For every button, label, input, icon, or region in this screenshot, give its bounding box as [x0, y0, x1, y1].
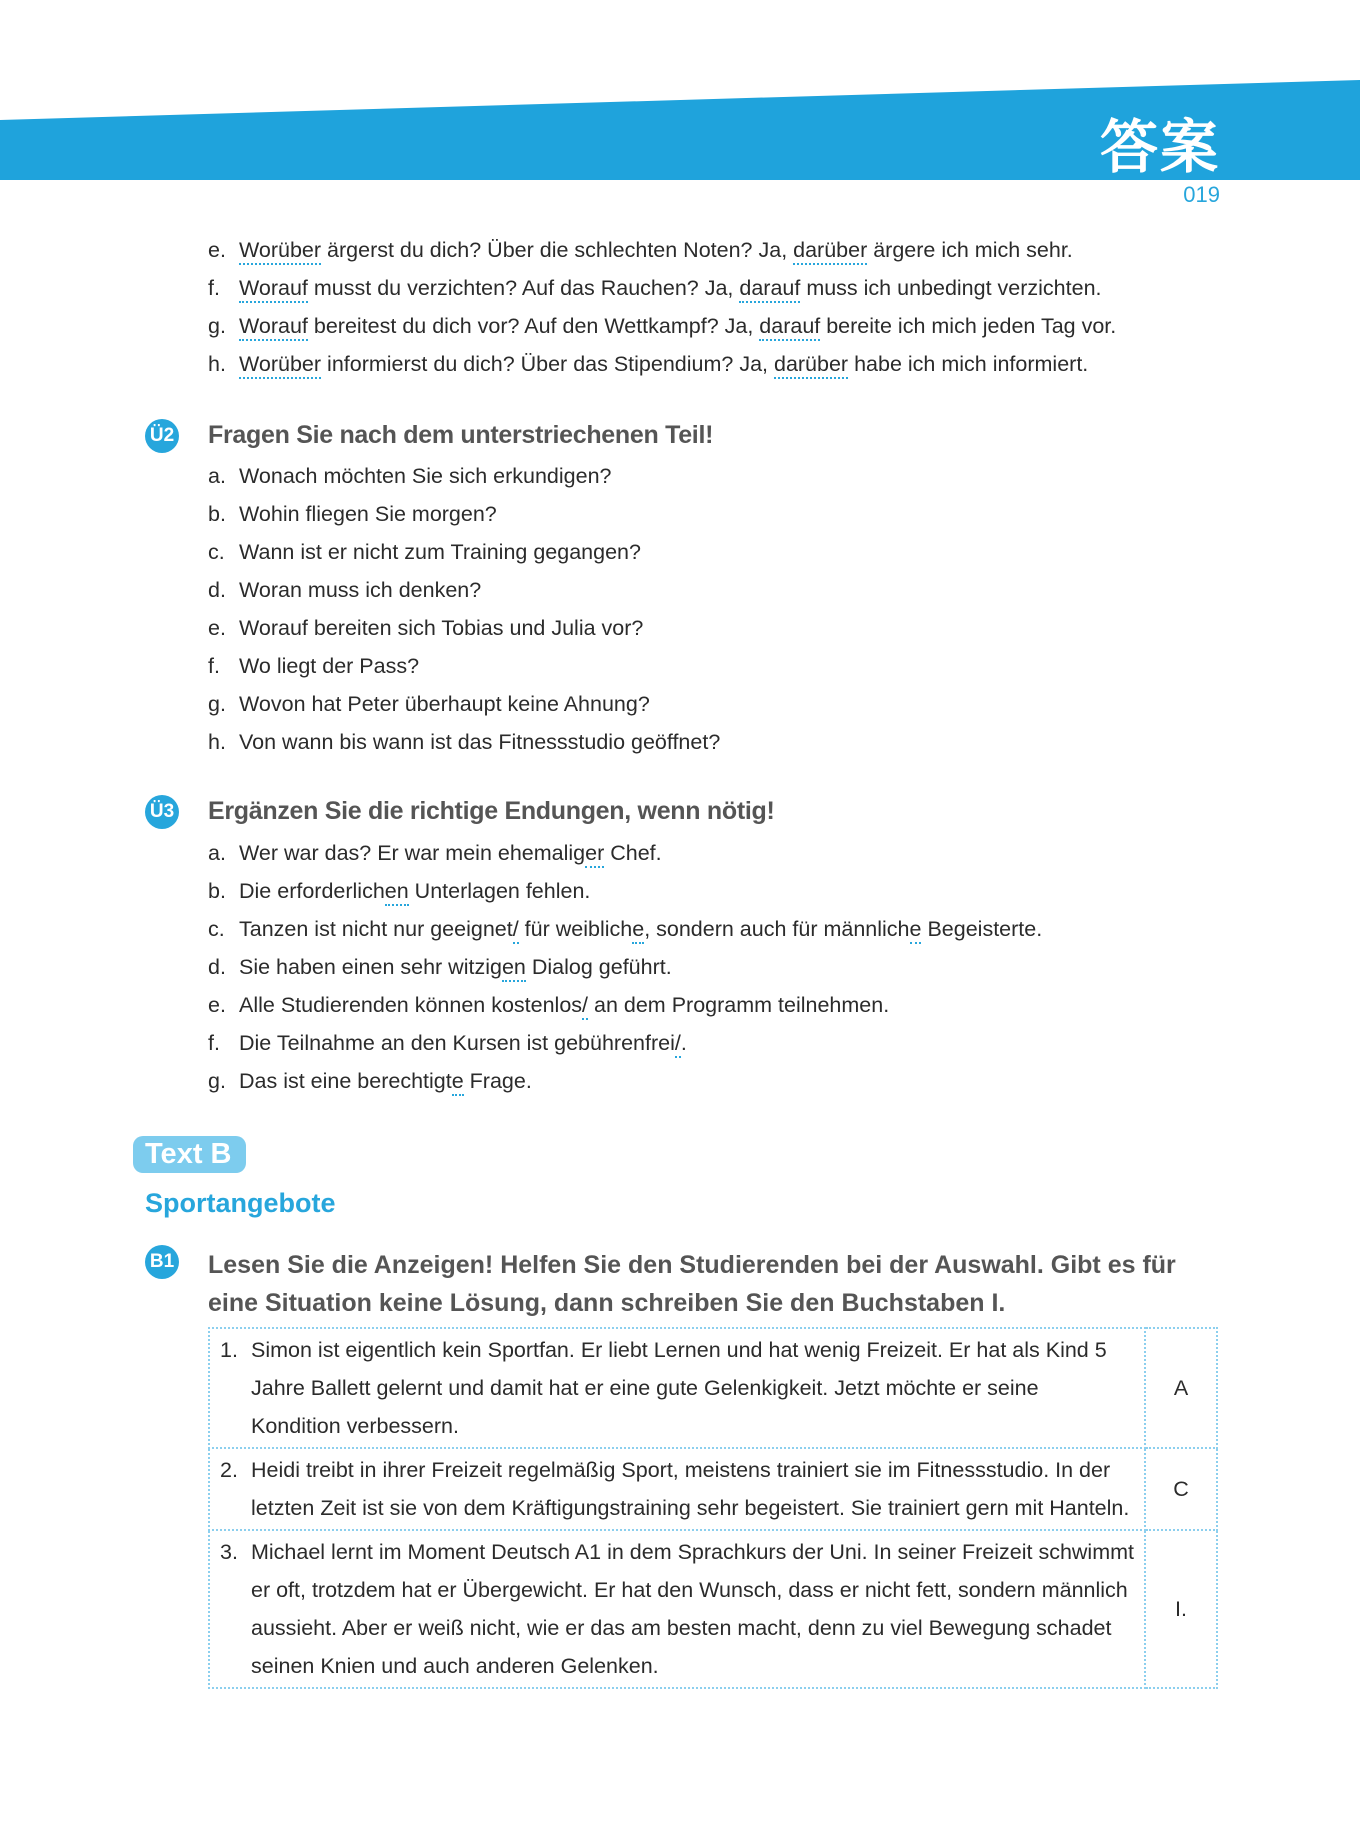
- item-text: Wovon hat Peter überhaupt keine Ahnung?: [239, 692, 650, 716]
- item-text: Alle Studierenden können kostenlos: [239, 993, 583, 1017]
- item-label: c.: [208, 540, 225, 564]
- exercise-2-item: [208, 576, 481, 604]
- exercise-3-item: [208, 953, 672, 981]
- item-text: informierst du dich? Über das Stipendium? Ja,: [321, 352, 774, 376]
- item-label: e.: [208, 616, 226, 640]
- exercise-1-item: [208, 236, 1073, 264]
- text-b-badge: Text B: [133, 1136, 246, 1173]
- exercise-3-badge: Ü3: [145, 795, 179, 829]
- item-text: Frage.: [463, 1069, 532, 1093]
- underlined-answer: darauf: [759, 314, 820, 341]
- item-text: Wer war das? Er war mein ehemalig: [239, 841, 586, 865]
- item-text: Begeisterte.: [921, 917, 1043, 941]
- situation-cell: [209, 1530, 1145, 1688]
- underlined-answer: e: [910, 917, 922, 944]
- item-text: .: [680, 1031, 687, 1055]
- exercise-b1-badge: B1: [145, 1245, 179, 1279]
- underlined-answer: e: [452, 1069, 464, 1096]
- exercise-3-item: [208, 839, 662, 867]
- underlined-answer: en: [385, 879, 409, 906]
- answer-cell: C: [1145, 1448, 1217, 1530]
- exercise-b1-title: Lesen Sie die Anzeigen! Helfen Sie den Studierenden bei der Auswahl. Gibt es für eine Situation keine Lösung, dann schreiben Sie den Buchstaben I.: [208, 1251, 1176, 1317]
- exercise-1-item: [208, 312, 1116, 340]
- item-text: Von wann bis wann ist das Fitnessstudio geöffnet?: [239, 730, 721, 754]
- exercise-2-item: [208, 652, 419, 680]
- table-row: [209, 1530, 1217, 1688]
- item-text: an dem Programm teilnehmen.: [588, 993, 890, 1017]
- item-label: a.: [208, 841, 226, 865]
- item-label: f.: [208, 1031, 220, 1055]
- situation-number: 2.: [220, 1458, 238, 1482]
- underlined-answer: darüber: [774, 352, 848, 379]
- underlined-answer: Worüber: [239, 352, 321, 379]
- item-label: e.: [208, 993, 226, 1017]
- underlined-answer: /: [582, 993, 588, 1020]
- underlined-answer: Worauf: [239, 314, 308, 341]
- underlined-answer: Worüber: [239, 238, 321, 265]
- item-text: Wonach möchten Sie sich erkundigen?: [239, 464, 612, 488]
- item-text: Unterlagen fehlen.: [408, 879, 591, 903]
- item-label: h.: [208, 352, 226, 376]
- item-text: Woran muss ich denken?: [239, 578, 482, 602]
- exercise-3-title: Ergänzen Sie die richtige Endungen, wenn nötig!: [208, 797, 775, 825]
- situation-cell: [209, 1448, 1145, 1530]
- answer-cell: A: [1145, 1328, 1217, 1448]
- item-text: für weiblich: [518, 917, 633, 941]
- item-text: habe ich mich informiert.: [848, 352, 1089, 376]
- situation-cell: [209, 1328, 1145, 1448]
- table-row: [209, 1328, 1217, 1448]
- page-number: 019: [1183, 182, 1220, 207]
- exercise-2-badge: Ü2: [145, 419, 179, 453]
- item-text: Wann ist er nicht zum Training gegangen?: [239, 540, 641, 564]
- item-text: ärgere ich mich sehr.: [867, 238, 1073, 262]
- item-label: e.: [208, 238, 226, 262]
- underlined-answer: Worauf: [239, 276, 308, 303]
- exercise-2-item: [208, 462, 612, 490]
- underlined-answer: /: [513, 917, 519, 944]
- exercise-2-item: [208, 614, 643, 642]
- item-label: f.: [208, 276, 220, 300]
- underlined-answer: en: [502, 955, 526, 982]
- exercise-3-item: [208, 915, 1042, 943]
- underlined-answer: /: [675, 1031, 681, 1058]
- underlined-answer: e: [632, 917, 644, 944]
- item-text: Wo liegt der Pass?: [239, 654, 420, 678]
- answer-table: [208, 1327, 1218, 1689]
- item-text: Tanzen ist nicht nur geeignet: [239, 917, 513, 941]
- item-text: , sondern auch für männlich: [644, 917, 910, 941]
- item-label: h.: [208, 730, 226, 754]
- item-text: muss ich unbedingt verzichten.: [800, 276, 1102, 300]
- header-title: 答案: [1099, 113, 1220, 181]
- item-label: a.: [208, 464, 226, 488]
- item-text: Dialog geführt.: [525, 955, 672, 979]
- exercise-3-item: [208, 991, 889, 1019]
- exercise-1-item: [208, 274, 1102, 302]
- situation-text: Simon ist eigentlich kein Sportfan. Er liebt Lernen und hat wenig Freizeit. Er hat als Kind 5 Jahre Ballett gelernt und damit hat er eine gute Gelenkigkeit. Jetzt möchte er seine Kondition verbessern.: [251, 1338, 1107, 1438]
- exercise-2-item: [208, 500, 497, 528]
- item-text: Sie haben einen sehr witzig: [239, 955, 502, 979]
- item-text: bereitest du dich vor? Auf den Wettkampf? Ja,: [307, 314, 760, 338]
- exercise-3-item: [208, 877, 590, 905]
- item-text: Die Teilnahme an den Kursen ist gebührenfrei: [239, 1031, 675, 1055]
- item-text: musst du verzichten? Auf das Rauchen? Ja,: [307, 276, 740, 300]
- item-text: Chef.: [604, 841, 662, 865]
- item-label: f.: [208, 654, 220, 678]
- underlined-answer: darauf: [739, 276, 800, 303]
- item-text: Worauf bereiten sich Tobias und Julia vor?: [239, 616, 644, 640]
- item-text: Wohin fliegen Sie morgen?: [239, 502, 497, 526]
- exercise-2-item: [208, 728, 720, 756]
- item-text: Die erforderlich: [239, 879, 385, 903]
- item-label: b.: [208, 879, 226, 903]
- table-row: [209, 1448, 1217, 1530]
- item-label: d.: [208, 578, 226, 602]
- item-text: bereite ich mich jeden Tag vor.: [820, 314, 1117, 338]
- item-label: g.: [208, 1069, 226, 1093]
- exercise-3-item: [208, 1067, 532, 1095]
- exercise-2-item: [208, 538, 641, 566]
- exercise-2-item: [208, 690, 650, 718]
- item-label: c.: [208, 917, 225, 941]
- underlined-answer: darüber: [793, 238, 867, 265]
- situation-text: Michael lernt im Moment Deutsch A1 in dem Sprachkurs der Uni. In seiner Freizeit schwimmt er oft, trotzdem hat er Übergewicht. Er hat den Wunsch, dass er nicht fett, sondern männlich aussieht. Aber er weiß nicht, wie er das am besten macht, denn zu viel Bewegung schadet seinen Knien und auch anderen Gelenken.: [251, 1540, 1135, 1678]
- situation-number: 1.: [220, 1338, 238, 1362]
- item-text: Das ist eine berechtigt: [239, 1069, 452, 1093]
- situation-number: 3.: [220, 1540, 238, 1564]
- exercise-3-item: [208, 1029, 687, 1057]
- item-text: ärgerst du dich? Über die schlechten Noten? Ja,: [321, 238, 794, 262]
- item-label: b.: [208, 502, 226, 526]
- section-title: Sportangebote: [145, 1188, 336, 1218]
- item-label: g.: [208, 692, 226, 716]
- exercise-2-title: Fragen Sie nach dem unterstriechenen Teil!: [208, 421, 714, 449]
- item-label: g.: [208, 314, 226, 338]
- answer-cell: I.: [1145, 1530, 1217, 1688]
- exercise-1-item: [208, 350, 1088, 378]
- item-label: d.: [208, 955, 226, 979]
- situation-text: Heidi treibt in ihrer Freizeit regelmäßig Sport, meistens trainiert sie im Fitnessstudio. In der letzten Zeit ist sie von dem Kräftigungstraining sehr begeistert. Sie trainiert gern mit Hanteln.: [251, 1458, 1130, 1520]
- underlined-answer: er: [585, 841, 604, 868]
